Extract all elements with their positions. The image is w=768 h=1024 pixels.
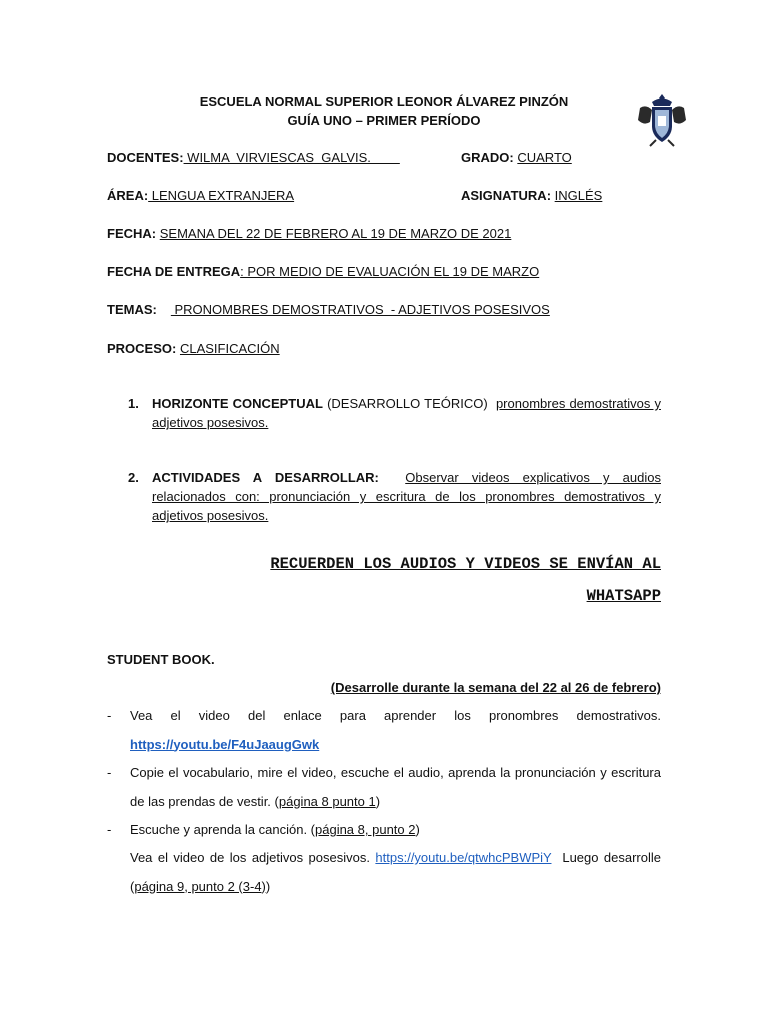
docentes-value: WILMA VIRVIESCAS GALVIS. (183, 150, 400, 165)
bullet-text: Copie el vocabulario, mire el video, escuche el audio, aprenda la pronunciación y escritura de las prendas de vestir. ( (130, 765, 661, 809)
asignatura-label: ASIGNATURA: (461, 188, 552, 203)
list-item (107, 844, 665, 901)
bullet-text-end: ) (415, 822, 420, 837)
area-value: LENGUA EXTRANJERA (148, 188, 295, 203)
video-link-possessives[interactable]: https://youtu.be/qtwhcPBWPiY (375, 850, 552, 865)
bullet-text-end: ) (375, 793, 381, 809)
item-underlined: pronombres demostrativos y adjetivos posesivos. (152, 396, 661, 430)
list-item (107, 759, 661, 816)
bullet-text: Vea el video del enlace para aprender los pronombres demostrativos. (130, 708, 661, 723)
item-number: 2. (128, 470, 139, 485)
item-heading: HORIZONTE CONCEPTUAL (152, 396, 323, 411)
proceso-value: CLASIFICACIÓN (179, 341, 280, 356)
list-item (128, 468, 661, 525)
bullet-text-end: ) (265, 878, 271, 894)
grado-row (461, 150, 572, 165)
bullet-dash: - (107, 708, 112, 723)
entrega-value: : POR MEDIO DE EVALUACIÓN EL 19 DE MARZO (240, 264, 540, 279)
student-book-title: STUDENT BOOK. (107, 652, 215, 667)
coat-of-arms-icon (636, 92, 688, 148)
bullet-text: Vea el video de los adjetivos posesivos. (130, 850, 376, 865)
bullet-text: Escuche y aprenda la canción. ( (130, 822, 315, 837)
school-name: ESCUELA NORMAL SUPERIOR LEONOR ÁLVAREZ PINZÓN (199, 94, 569, 109)
bullet-dash: - (107, 822, 112, 837)
item-plain (379, 470, 405, 485)
list-item (107, 816, 661, 845)
item-number: 1. (128, 396, 139, 411)
bullet-dash: - (107, 765, 112, 780)
bullet-text-mid: Luego desarrolle ( (130, 850, 665, 894)
guide-title: GUÍA UNO – PRIMER PERÍODO (287, 113, 481, 128)
temas-value: PRONOMBRES DEMOSTRATIVOS - ADJETIVOS POSESIVOS (170, 302, 550, 317)
docentes-label: DOCENTES: (107, 150, 184, 165)
area-row (107, 188, 294, 203)
list-item (107, 702, 661, 759)
list-item (128, 394, 661, 432)
notice-line-1: RECUERDEN LOS AUDIOS Y VIDEOS SE ENVÍAN AL (270, 555, 661, 573)
student-book-week: (Desarrolle durante la semana del 22 al 26 de febrero) (330, 680, 661, 695)
item-underlined: Observar videos explicativos y audios relacionados con: pronunciación y escritura de los pronombres demostrativos y adjetivos posesivos. (152, 470, 661, 523)
proceso-row (107, 341, 280, 356)
entrega-label: FECHA DE ENTREGA (107, 264, 241, 279)
item-heading: ACTIVIDADES A DESARROLLAR: (152, 470, 379, 485)
temas-row (107, 302, 550, 317)
temas-label: TEMAS: (107, 302, 157, 317)
notice-line-2: WHATSAPP (586, 587, 661, 605)
proceso-label: PROCESO: (107, 341, 177, 356)
fecha-row (107, 226, 511, 241)
asignatura-value: INGLÉS (554, 188, 603, 203)
grado-label: GRADO: (461, 150, 514, 165)
fecha-value: SEMANA DEL 22 DE FEBRERO AL 19 DE MARZO DE 2021 (159, 226, 512, 241)
item-plain: (DESARROLLO TEÓRICO) (322, 396, 496, 411)
fecha-label: FECHA: (107, 226, 157, 241)
asignatura-row (461, 188, 602, 203)
grado-value: CUARTO (517, 150, 572, 165)
page-reference: página 8 punto 1 (278, 793, 376, 809)
video-link-demonstratives[interactable]: https://youtu.be/F4uJaaugGwk (130, 736, 320, 752)
entrega-row (107, 264, 539, 279)
page-reference: página 9, punto 2 (3-4) (134, 878, 266, 894)
page-reference: página 8, punto 2 (315, 822, 416, 837)
area-label: ÁREA: (107, 188, 149, 203)
docentes-row (107, 150, 400, 165)
